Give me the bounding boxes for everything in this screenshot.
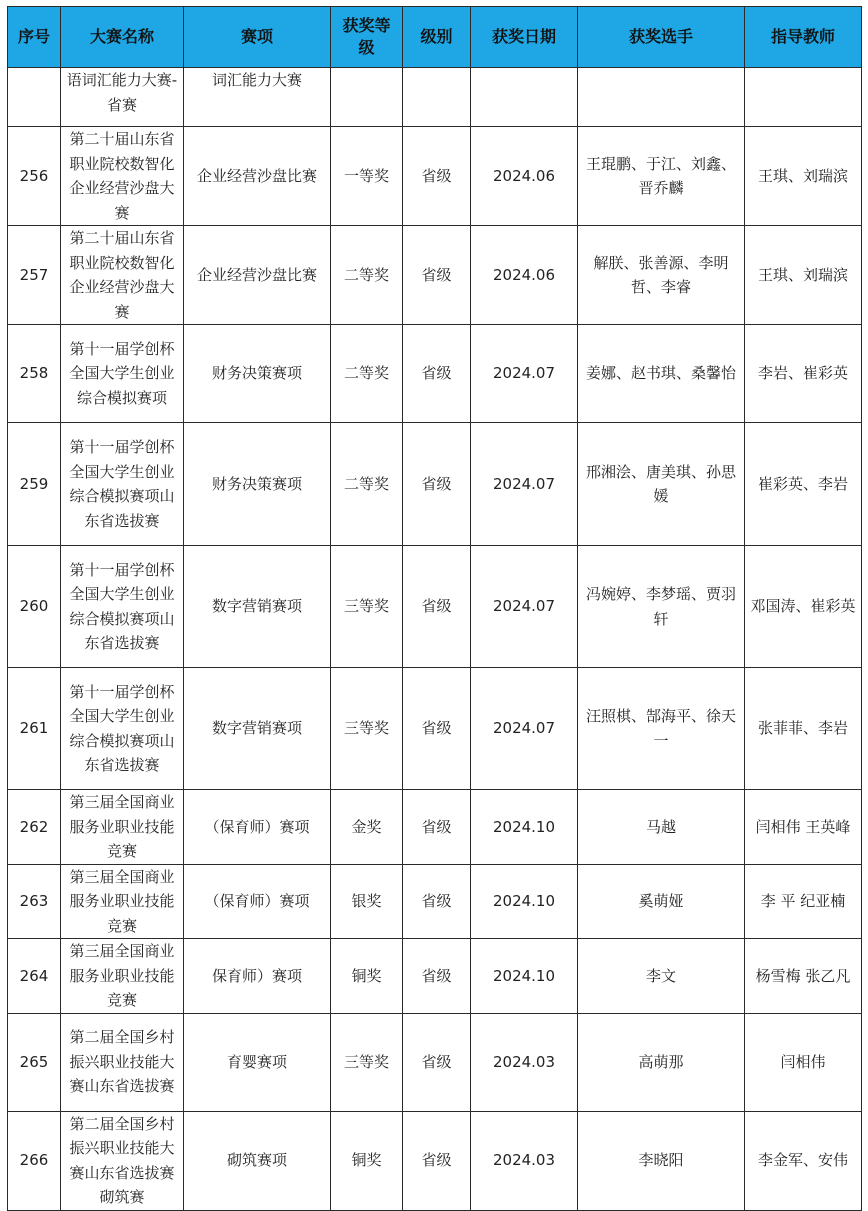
cell-award-grade [331,68,403,127]
cell-no: 259 [8,423,61,546]
table-row [8,68,862,127]
table-row [8,127,862,226]
cell-competition-name: 第二十届山东省职业院校数智化企业经营沙盘大赛 [61,226,184,325]
table-row [8,790,862,865]
cell-no: 260 [8,546,61,668]
header-award-date: 获奖日期 [471,7,578,68]
cell-no: 256 [8,127,61,226]
cell-teachers: 王琪、刘瑞滨 [745,226,862,325]
cell-teachers: 张菲菲、李岩 [745,668,862,790]
cell-competition-name: 第十一届学创杯全国大学生创业综合模拟赛项山东省选拔赛 [61,668,184,790]
cell-competition-name: 第三届全国商业服务业职业技能竞赛 [61,790,184,865]
header-event: 赛项 [184,7,331,68]
cell-students: 王琨鹏、于江、刘鑫、晋乔麟 [578,127,745,226]
cell-level [403,68,471,127]
cell-no: 261 [8,668,61,790]
cell-competition-name: 第三届全国商业服务业职业技能竞赛 [61,864,184,939]
cell-level: 省级 [403,127,471,226]
cell-award-date: 2024.10 [471,790,578,865]
cell-award-grade: 二等奖 [331,423,403,546]
cell-level: 省级 [403,423,471,546]
awards-table-container [7,6,862,1211]
cell-event: （保育师）赛项 [184,790,331,865]
cell-students: 高萌那 [578,1013,745,1111]
cell-event: 数字营销赛项 [184,546,331,668]
header-row [8,7,862,68]
cell-teachers: 邓国涛、崔彩英 [745,546,862,668]
cell-students: 邢湘浍、唐美琪、孙思媛 [578,423,745,546]
cell-level: 省级 [403,1111,471,1210]
cell-event: 砌筑赛项 [184,1111,331,1210]
cell-competition-name: 第二十届山东省职业院校数智化企业经营沙盘大赛 [61,127,184,226]
cell-competition-name: 第十一届学创杯全国大学生创业综合模拟赛项山东省选拔赛 [61,546,184,668]
cell-no: 263 [8,864,61,939]
cell-students: 姜娜、赵书琪、桑馨怡 [578,325,745,423]
table-row [8,423,862,546]
header-students: 获奖选手 [578,7,745,68]
cell-no: 264 [8,939,61,1014]
cell-teachers: 闫相伟 王英峰 [745,790,862,865]
cell-teachers: 杨雪梅 张乙凡 [745,939,862,1014]
cell-award-date: 2024.03 [471,1111,578,1210]
cell-award-date: 2024.10 [471,864,578,939]
cell-no: 257 [8,226,61,325]
cell-event: 财务决策赛项 [184,423,331,546]
cell-level: 省级 [403,790,471,865]
cell-students: 汪照棋、郜海平、徐天一 [578,668,745,790]
table-row [8,546,862,668]
header-award-grade: 获奖等级 [331,7,403,68]
cell-level: 省级 [403,864,471,939]
cell-level: 省级 [403,668,471,790]
cell-event: 企业经营沙盘比赛 [184,127,331,226]
table-row [8,939,862,1014]
cell-no [8,68,61,127]
cell-level: 省级 [403,1013,471,1111]
cell-event: 企业经营沙盘比赛 [184,226,331,325]
table-body [8,68,862,1211]
cell-teachers: 李金军、安伟 [745,1111,862,1210]
cell-level: 省级 [403,325,471,423]
header-no: 序号 [8,7,61,68]
cell-no: 262 [8,790,61,865]
cell-level: 省级 [403,226,471,325]
table-row [8,1013,862,1111]
header-teachers: 指导教师 [745,7,862,68]
cell-competition-name: 第二届全国乡村振兴职业技能大赛山东省选拔赛砌筑赛 [61,1111,184,1210]
cell-award-date: 2024.07 [471,546,578,668]
cell-award-date: 2024.07 [471,325,578,423]
table-row [8,668,862,790]
cell-event: 词汇能力大赛 [184,68,331,127]
cell-teachers: 闫相伟 [745,1013,862,1111]
awards-table [7,6,862,1211]
cell-teachers: 王琪、刘瑞滨 [745,127,862,226]
cell-no: 258 [8,325,61,423]
cell-level: 省级 [403,546,471,668]
cell-event: 数字营销赛项 [184,668,331,790]
cell-award-date: 2024.07 [471,668,578,790]
header-level: 级别 [403,7,471,68]
header-competition-name: 大赛名称 [61,7,184,68]
cell-award-grade: 铜奖 [331,939,403,1014]
cell-event: （保育师）赛项 [184,864,331,939]
cell-award-date: 2024.07 [471,423,578,546]
cell-competition-name: 第十一届学创杯全国大学生创业综合模拟赛项 [61,325,184,423]
table-row [8,325,862,423]
cell-students: 冯婉婷、李梦瑶、贾羽轩 [578,546,745,668]
cell-award-date: 2024.06 [471,127,578,226]
cell-competition-name: 第二届全国乡村振兴职业技能大赛山东省选拔赛 [61,1013,184,1111]
cell-award-date: 2024.06 [471,226,578,325]
cell-no: 265 [8,1013,61,1111]
cell-students: 李文 [578,939,745,1014]
cell-no: 266 [8,1111,61,1210]
cell-event: 财务决策赛项 [184,325,331,423]
cell-students [578,68,745,127]
cell-students: 奚萌娅 [578,864,745,939]
cell-award-grade: 三等奖 [331,668,403,790]
cell-award-date: 2024.03 [471,1013,578,1111]
cell-level: 省级 [403,939,471,1014]
cell-award-grade: 三等奖 [331,1013,403,1111]
table-row [8,864,862,939]
cell-teachers: 李 平 纪亚楠 [745,864,862,939]
cell-teachers: 李岩、崔彩英 [745,325,862,423]
cell-award-grade: 一等奖 [331,127,403,226]
cell-award-grade: 三等奖 [331,546,403,668]
table-row [8,226,862,325]
cell-students: 李晓阳 [578,1111,745,1210]
cell-event: 育婴赛项 [184,1013,331,1111]
cell-teachers: 崔彩英、李岩 [745,423,862,546]
cell-students: 解朕、张善源、李明哲、李睿 [578,226,745,325]
cell-award-grade: 金奖 [331,790,403,865]
cell-award-grade: 二等奖 [331,325,403,423]
cell-competition-name: 第十一届学创杯全国大学生创业综合模拟赛项山东省选拔赛 [61,423,184,546]
cell-teachers [745,68,862,127]
cell-competition-name: 第三届全国商业服务业职业技能竞赛 [61,939,184,1014]
cell-award-grade: 铜奖 [331,1111,403,1210]
cell-students: 马越 [578,790,745,865]
cell-award-date: 2024.10 [471,939,578,1014]
cell-award-date [471,68,578,127]
cell-competition-name: 语词汇能力大赛-省赛 [61,68,184,127]
table-row [8,1111,862,1210]
cell-award-grade: 二等奖 [331,226,403,325]
cell-event: 保育师）赛项 [184,939,331,1014]
cell-award-grade: 银奖 [331,864,403,939]
